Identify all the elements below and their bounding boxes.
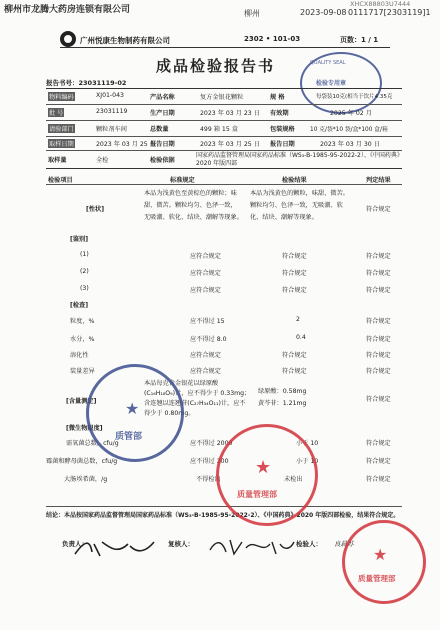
grid-top-line [46, 88, 402, 89]
value-production-date: 2023 年 03 月 23 日 [200, 110, 260, 117]
micro-res: 未检出 [284, 476, 303, 483]
header-line [60, 47, 390, 48]
std-character-2: 甜、微苦。颗粒均匀、色泽一致， [144, 202, 237, 209]
identify-std: 应符合规定 [190, 253, 221, 260]
conclusion: 结论：本品按国家药品监督管理局国家药品标准（WS₃-B-1985-95-2022-2）、《中国药典》2020 年版四部检验，结果符合规定。 [46, 512, 400, 519]
micro-judge: 符合规定 [366, 440, 391, 447]
label-request-dept: 请验部门 [49, 126, 74, 133]
micro-res: 小于 10 [296, 458, 319, 465]
check-head: [检查] [70, 302, 89, 309]
label-batch: 批 号 [49, 110, 64, 117]
inspector-name: 良晨苏 [334, 540, 354, 548]
value-batch: 23031119 [96, 108, 128, 115]
check-judge: 符合规定 [366, 318, 391, 325]
micro-item: 大肠埃希菌，/g [64, 476, 108, 483]
check-std: 应不得过 8.0 [190, 336, 227, 343]
res-character-3: 化、结块、潮解等现象。 [250, 214, 319, 221]
qa-dept-stamp-right: ★ 质量管理部 [342, 520, 426, 604]
col-standard: 标准规定 [170, 177, 195, 184]
identify-judge: 符合规定 [366, 270, 391, 277]
res-character-2: 颗粒均匀、色泽一致，无吸潮、软 [250, 202, 343, 209]
check-res: 2 [296, 316, 300, 323]
conclusion-line [46, 506, 402, 507]
identify-head: [鉴别] [70, 236, 89, 243]
assay-std-4: 得少于 0.80mg。 [144, 410, 195, 417]
check-res: 符合规定 [282, 352, 307, 359]
value-sample-qty: 全检 [96, 157, 109, 164]
company-logo [60, 31, 76, 47]
assay-std-2: (C₁₆H₁₈O₉)计，应不得少于 0.33mg； [144, 390, 251, 397]
top-code: XHCX88803U7444 [350, 0, 411, 8]
assay-judge: 符合规定 [366, 396, 391, 403]
maker-name: 广州悦康生物制药有限公司 [80, 36, 170, 45]
report-title: 成品检验报告书 [156, 57, 276, 75]
col-judgement: 判定结果 [366, 177, 391, 184]
assay-item: [含量测定] [66, 398, 97, 405]
label-test-basis: 检验依据 [150, 157, 175, 164]
reviewer-signature [206, 534, 296, 558]
top-date: 2023-09-08 [300, 8, 347, 17]
label-sample-date: 取样日期 [49, 141, 74, 148]
assay-std-3: 含连翘以连翘苷(C₂₇H₃₄O₁₁)计，应不 [144, 400, 246, 407]
micro-judge: 符合规定 [366, 476, 391, 483]
assay-res-2: 黄芩苷：1.21mg [258, 400, 307, 407]
value-sample-date: 2023 年 03 月 25 日 [96, 141, 156, 148]
check-judge: 符合规定 [366, 336, 391, 343]
value-test-basis: 国家药品监督管理局国家药品标准（WS₃-B-1985-95-2022-2）、《中国药典》2020 年版四部 [196, 152, 400, 167]
identify-res: 符合规定 [282, 270, 307, 277]
value-material-code: XJ01-043 [96, 92, 124, 99]
micro-head: [微生物限度] [66, 425, 103, 432]
quality-dept-stamp: ★ 质管部 [86, 364, 184, 462]
inspector-label: 检验人： [296, 540, 322, 548]
identify-std: 应符合规定 [190, 287, 221, 294]
top-doc-no: 0111717[2303119]1 [348, 8, 431, 17]
check-std: 应不得过 15 [190, 318, 225, 325]
grid-line-3 [46, 136, 402, 137]
label-report-date-2: 报告日期 [270, 141, 295, 148]
identify-judge: 符合规定 [366, 253, 391, 260]
micro-res: 小于 10 [296, 440, 319, 447]
micro-item: 需氧菌总数，cfu/g [66, 440, 119, 447]
value-total-qty: 499 箱 15 盒 [200, 126, 238, 133]
std-character-1: 本品为浅黄色至黄棕色的颗粒；味 [144, 190, 237, 197]
check-judge: 符合规定 [366, 352, 391, 359]
check-std: 应符合规定 [190, 352, 221, 359]
micro-judge: 符合规定 [366, 458, 391, 465]
check-res: 0.4 [296, 334, 306, 341]
res-character-1: 本品为浅黄色的颗粒，味甜、微苦。 [250, 190, 349, 197]
check-item: 装量差异 [70, 368, 95, 375]
identify-item: (3) [80, 285, 89, 292]
label-production-date: 生产日期 [150, 110, 175, 117]
micro-item: 霉菌和酵母菌总数，cfu/g [46, 458, 118, 465]
value-report-date: 2023 年 03 月 25 日 [200, 141, 260, 148]
check-item: 水分，% [70, 336, 95, 343]
micro-std: 应不得过 2000 [190, 440, 233, 447]
judge-character: 符合规定 [366, 206, 391, 213]
star-icon: ★ [125, 399, 140, 418]
value-spec: 每袋装10克(相当于饮片4.35克 [316, 94, 393, 100]
check-std: 应符合规定 [190, 368, 221, 375]
identify-res: 符合规定 [282, 287, 307, 294]
item-character: [性状] [86, 206, 105, 213]
grid-line-4 [46, 150, 402, 151]
label-pack-spec: 包装规格 [270, 126, 295, 133]
reviewer-label: 复核人： [168, 540, 194, 548]
label-product-name: 产品名称 [150, 94, 175, 101]
std-character-3: 无吸潮、软化、结块、潮解等现象。 [144, 214, 243, 221]
col-result: 检验结果 [282, 177, 307, 184]
identify-item: (1) [80, 251, 89, 258]
check-item: 溶化性 [70, 352, 89, 359]
top-right-seal: QUALITY SEAL 检验专用章 [300, 52, 382, 114]
value-request-dept: 颗粒剂车间 [96, 126, 127, 133]
label-report-date: 报告日期 [150, 141, 175, 148]
value-product-name: 复方金银花颗粒 [200, 94, 244, 101]
grid-line-1 [46, 104, 402, 105]
report-number: 报告书号：23031119-02 [46, 79, 127, 87]
responsible-label: 负责人： [62, 540, 88, 548]
check-item: 粒度，% [70, 318, 95, 325]
top-branch: 柳州 [244, 9, 260, 18]
star-icon: ★ [373, 545, 388, 564]
label-sample-qty: 取样量 [48, 157, 67, 164]
identify-std: 应符合规定 [190, 270, 221, 277]
value-expiry: 2025 年 02 月 [330, 110, 372, 117]
star-icon: ★ [255, 457, 272, 478]
identify-res: 符合规定 [282, 253, 307, 260]
label-spec: 规 格 [270, 94, 285, 101]
grid-bottom-line [46, 168, 402, 169]
label-expiry: 有效期 [270, 110, 289, 117]
micro-std: 应不得过 200 [190, 458, 229, 465]
value-report-date-2: 2023 年 03 月 30 日 [320, 141, 380, 148]
col-item: 检验项目 [48, 177, 73, 184]
label-material-code: 物料编码 [49, 94, 74, 101]
table-head-line [46, 184, 402, 185]
qa-dept-stamp-center: ★ 质量管理部 [216, 424, 318, 526]
check-judge: 符合规定 [366, 368, 391, 375]
assay-res-1: 绿原酸：0.58mg [258, 388, 307, 395]
top-company: 柳州市龙腾大药房连锁有限公司 [4, 5, 131, 15]
grid-line-2 [46, 120, 402, 121]
check-res: 符合规定 [282, 368, 307, 375]
micro-std: 不得检出 [196, 476, 221, 483]
responsible-signature [70, 536, 160, 560]
assay-std-1: 本品每克含金银花以绿原酸 [144, 380, 219, 387]
form-no: 2302 • 101-03 [244, 35, 301, 43]
label-total-qty: 总数量 [150, 126, 169, 133]
identify-item: (2) [80, 268, 89, 275]
value-pack-spec: 10 克/袋*10 袋/盒*100 盒/箱 [310, 127, 388, 133]
identify-judge: 符合规定 [366, 287, 391, 294]
page-count: 页数：1 / 1 [340, 36, 379, 44]
